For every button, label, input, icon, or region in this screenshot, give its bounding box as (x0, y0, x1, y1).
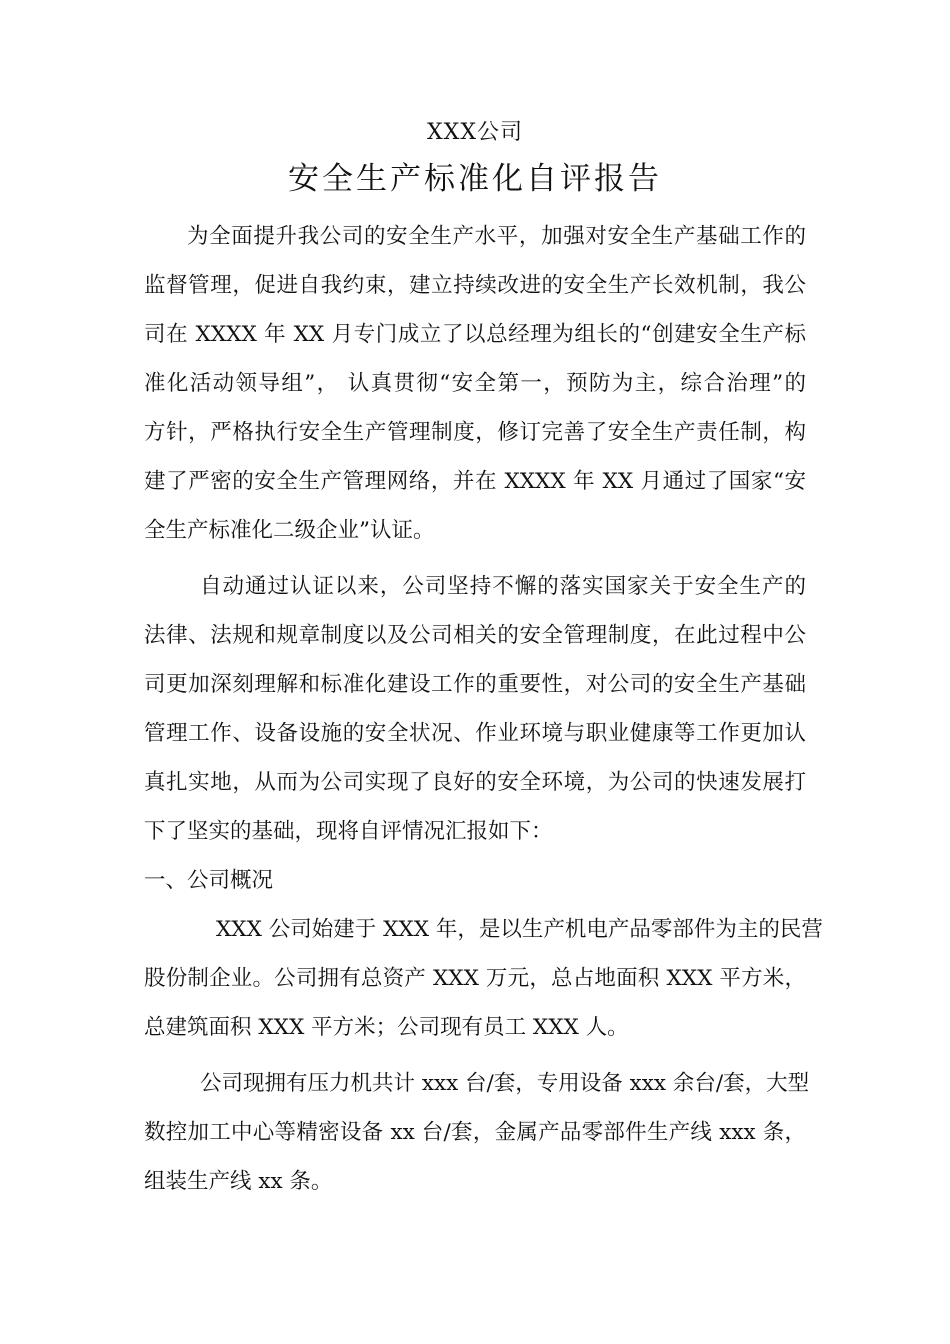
paragraph-line: 法律、法规和规章制度以及公司相关的安全管理制度，在此过程中公 (144, 623, 806, 648)
paragraph-line: XXX 公司始建于 XXX 年，是以生产机电产品零部件为主的民营 (216, 917, 823, 942)
paragraph-line: 监督管理，促进自我约束，建立持续改进的安全生产长效机制，我公 (144, 273, 806, 298)
company-title: XXX公司 (427, 120, 523, 145)
paragraph-line: 真扎实地，从而为公司实现了良好的安全环境，为公司的快速发展打 (144, 770, 806, 795)
paragraph-line: 为全面提升我公司的安全生产水平，加强对安全生产基础工作的 (187, 224, 806, 249)
paragraph-company-overview (144, 905, 823, 1052)
paragraph-line: 公司现拥有压力机共计 xxx 台/套，专用设备 xxx 余台/套，大型 (200, 1071, 810, 1096)
paragraph-line: 自动通过认证以来，公司坚持不懈的落实国家关于安全生产的 (200, 574, 806, 599)
paragraph-line: 组装生产线 xx 条。 (144, 1169, 333, 1194)
paragraph-line: 司在 XXXX 年 XX 月专门成立了以总经理为组长的“创建安全生产标 (144, 322, 806, 347)
section-heading: 一、公司概况 (144, 868, 274, 893)
paragraph-line: 数控加工中心等精密设备 xx 台/套，金属产品零部件生产线 xxx 条， (144, 1120, 806, 1145)
paragraph-line: 司更加深刻理解和标准化建设工作的重要性，对公司的安全生产基础 (144, 672, 806, 697)
paragraph-line: 准化活动领导组”， 认真贯彻“安全第一，预防为主，综合治理”的 (144, 371, 806, 396)
document-body (144, 212, 823, 1206)
paragraph-intro (144, 212, 806, 555)
paragraph-line: 建了严密的安全生产管理网络，并在 XXXX 年 XX 月通过了国家“安 (144, 469, 806, 494)
report-title: 安全生产标准化自评报告 (288, 161, 662, 197)
paragraph-equipment (144, 1059, 810, 1206)
paragraph-line: 总建筑面积 XXX 平方米；公司现有员工 XXX 人。 (144, 1015, 629, 1040)
paragraph-line: 下了坚实的基础，现将自评情况汇报如下： (144, 819, 553, 844)
paragraph-line: 方针，严格执行安全生产管理制度，修订完善了安全生产责任制，构 (144, 420, 806, 445)
paragraph-line: 股份制企业。公司拥有总资产 XXX 万元，总占地面积 XXX 平方米， (144, 966, 806, 991)
paragraph-line: 全生产标准化二级企业”认证。 (144, 518, 435, 543)
paragraph-certification (144, 562, 806, 856)
paragraph-line: 管理工作、设备设施的安全状况、作业环境与职业健康等工作更加认 (144, 721, 806, 746)
